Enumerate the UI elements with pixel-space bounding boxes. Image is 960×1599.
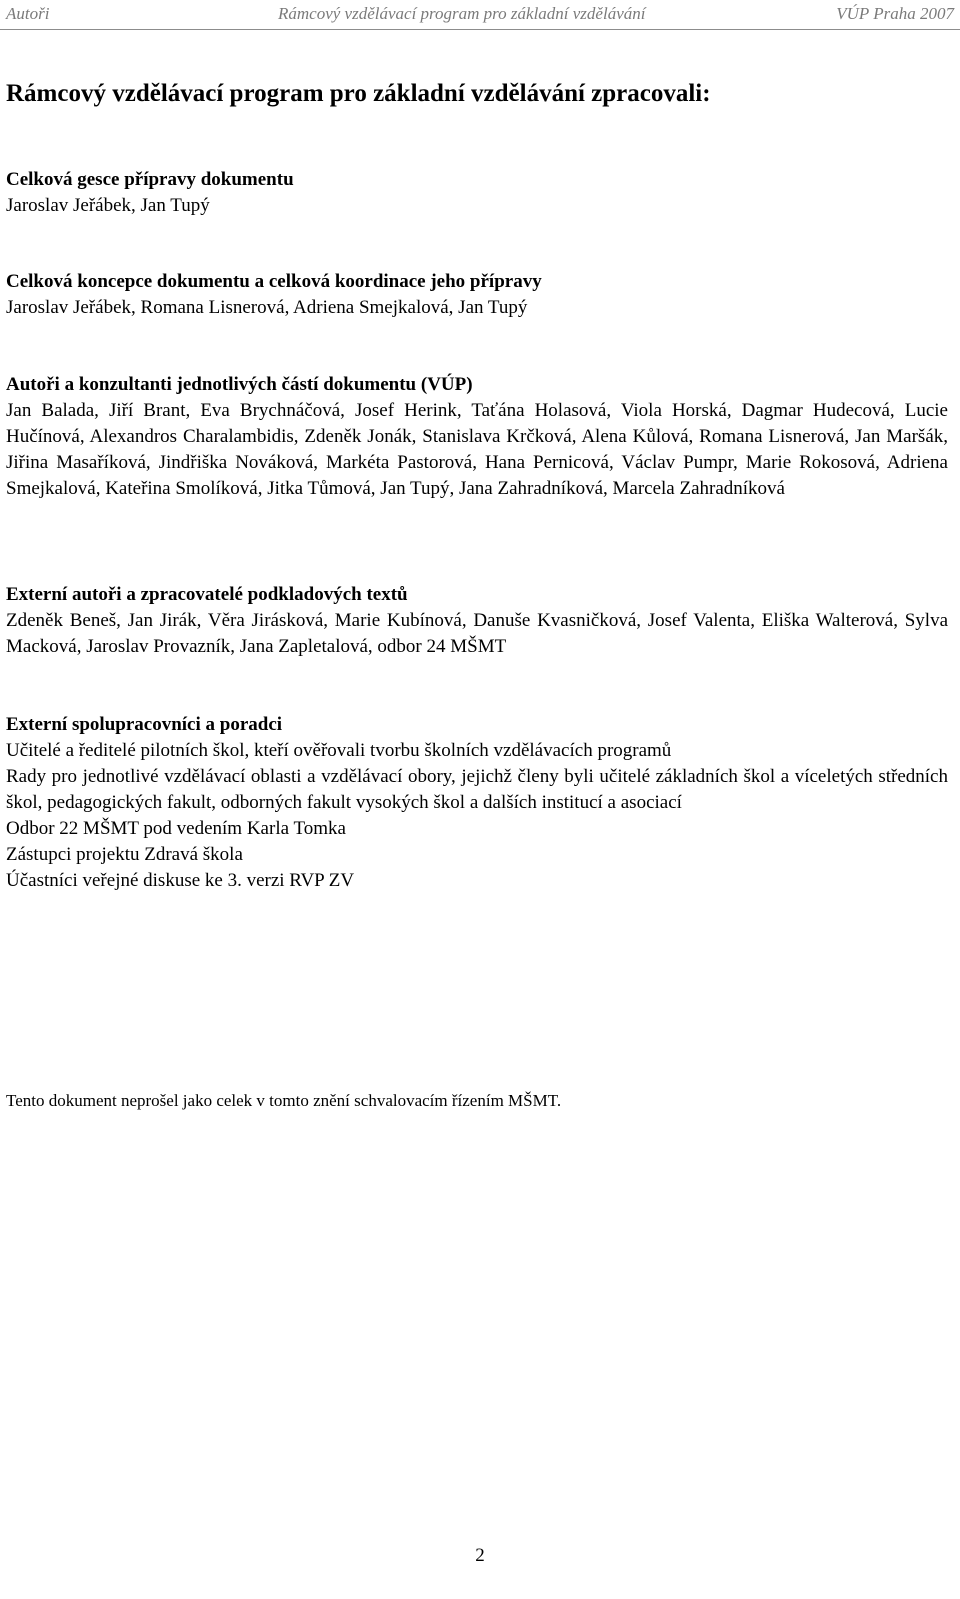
header-rule	[0, 29, 960, 30]
section-body: Jan Balada, Jiří Brant, Eva Brychnáčová, Josef Herink, Taťána Holasová, Viola Horská, Dagmar Hudecová, Lucie Hučínová, Alexandros Charalambidis, Zdeněk Jonák, Stanislava Krčková, Alena Kůlová, Romana Lisnerová, Jan Maršák, Jiřina Masaříková, Jindřiška Nováková, Markéta Pastorová, Hana Pernicová, Václav Pumpr, Marie Rokosová, Adriena Smejkalová, Kateřina Smolíková, Jitka Tůmová, Jan Tupý, Jana Zahradníková, Marcela Zahradníková	[6, 400, 948, 499]
section-external-collaborators	[6, 712, 948, 894]
collaborator-item: Odbor 22 MŠMT pod vedením Karla Tomka	[6, 818, 346, 839]
page-title: Rámcový vzdělávací program pro základní vzdělávání zpracovali:	[6, 80, 711, 107]
header-section-name: Autoři	[6, 4, 50, 23]
section-body: Jaroslav Jeřábek, Romana Lisnerová, Adriena Smejkalová, Jan Tupý	[6, 297, 528, 318]
page-number: 2	[475, 1545, 485, 1566]
collaborator-item: Rady pro jednotlivé vzdělávací oblasti a vzdělávací obory, jejichž členy byli učitelé základních škol a víceletých středních škol, pedagogických fakult, odborných fakult vysokých škol a dalších institucí a asociací	[6, 766, 948, 813]
section-title: Celková koncepce dokumentu a celková koordinace jeho přípravy	[6, 271, 542, 292]
section-body: Jaroslav Jeřábek, Jan Tupý	[6, 195, 210, 216]
running-header	[0, 2, 960, 32]
header-publisher: VÚP Praha 2007	[836, 4, 954, 23]
header-document-title: Rámcový vzdělávací program pro základní vzdělávání	[278, 4, 646, 23]
section-title: Autoři a konzultanti jednotlivých částí dokumentu (VÚP)	[6, 374, 473, 395]
section-title: Externí spolupracovníci a poradci	[6, 714, 283, 735]
collaborator-item: Zástupci projektu Zdravá škola	[6, 844, 243, 865]
approval-note: Tento dokument neprošel jako celek v tomto znění schvalovacím řízením MŠMT.	[6, 1091, 562, 1110]
section-title: Celková gesce přípravy dokumentu	[6, 169, 294, 190]
section-concept-coordination	[6, 269, 948, 321]
section-authors-consultants	[6, 372, 948, 502]
section-overall-responsibility	[6, 167, 948, 219]
collaborator-item: Účastníci veřejné diskuse ke 3. verzi RVP ZV	[6, 870, 355, 891]
section-external-authors	[6, 582, 948, 660]
section-body: Zdeněk Beneš, Jan Jirák, Věra Jirásková, Marie Kubínová, Danuše Kvasničková, Josef Valenta, Eliška Walterová, Sylva Macková, Jaroslav Provazník, Jana Zapletalová, odbor 24 MŠMT	[6, 610, 948, 657]
collaborator-item: Učitelé a ředitelé pilotních škol, kteří ověřovali tvorbu školních vzdělávacích programů	[6, 740, 672, 761]
section-title: Externí autoři a zpracovatelé podkladových textů	[6, 584, 408, 605]
